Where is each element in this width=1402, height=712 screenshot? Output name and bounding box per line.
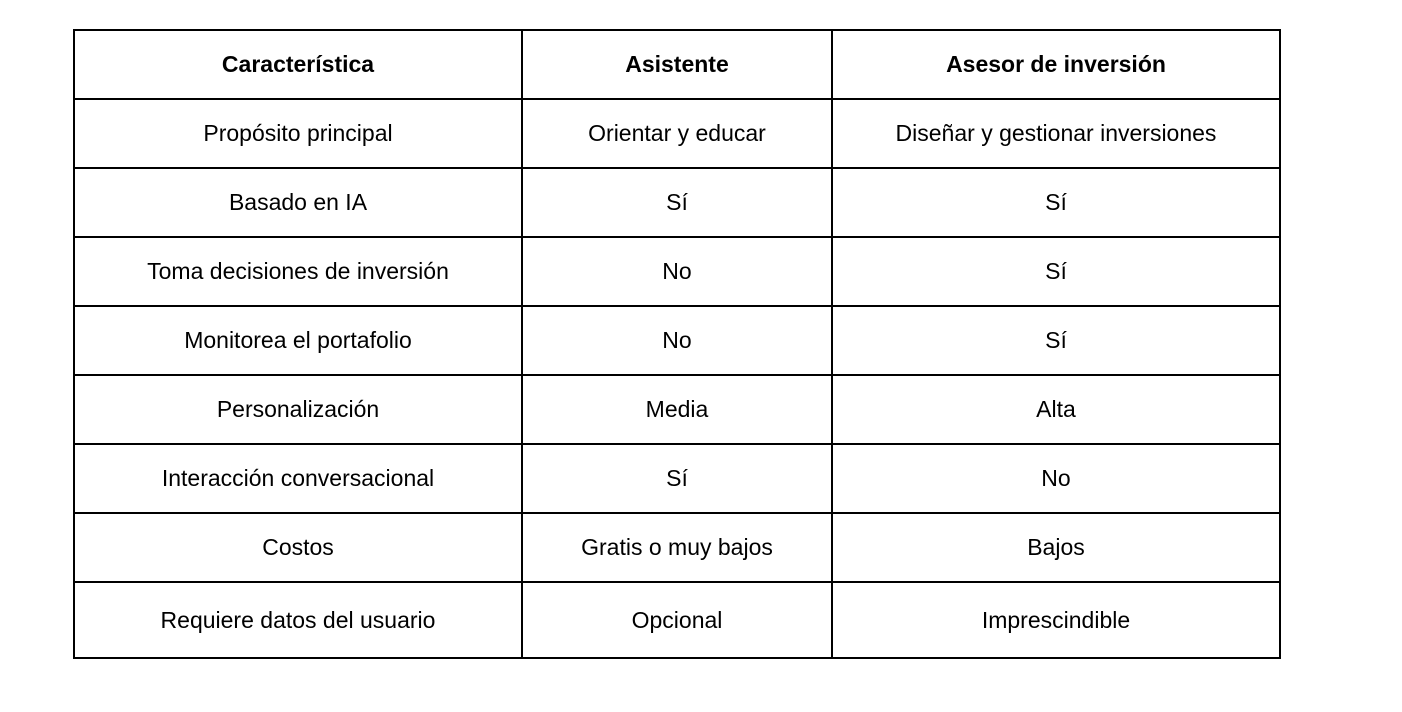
table-cell: Sí (832, 168, 1280, 237)
table-row (74, 168, 1280, 237)
table-cell: No (522, 306, 832, 375)
table-row (74, 375, 1280, 444)
table-cell: Media (522, 375, 832, 444)
table-cell: Sí (832, 306, 1280, 375)
table-cell: Opcional (522, 582, 832, 658)
table-cell: Diseñar y gestionar inversiones (832, 99, 1280, 168)
table-cell: Personalización (74, 375, 522, 444)
header-asistente: Asistente (522, 30, 832, 99)
table-cell: Sí (832, 237, 1280, 306)
table-cell: Sí (522, 168, 832, 237)
table-cell: Costos (74, 513, 522, 582)
table-cell: Requiere datos del usuario (74, 582, 522, 658)
table-cell: Alta (832, 375, 1280, 444)
table-row (74, 306, 1280, 375)
table-row (74, 237, 1280, 306)
table-cell: Interacción conversacional (74, 444, 522, 513)
table-cell: Basado en IA (74, 168, 522, 237)
table-cell: Bajos (832, 513, 1280, 582)
table-cell: Orientar y educar (522, 99, 832, 168)
table-cell: Imprescindible (832, 582, 1280, 658)
header-asesor: Asesor de inversión (832, 30, 1280, 99)
table-cell: Gratis o muy bajos (522, 513, 832, 582)
header-caracteristica: Característica (74, 30, 522, 99)
comparison-table (73, 29, 1281, 659)
table-cell: Sí (522, 444, 832, 513)
table-cell: No (832, 444, 1280, 513)
table-cell: No (522, 237, 832, 306)
table-cell: Toma decisiones de inversión (74, 237, 522, 306)
table-row (74, 99, 1280, 168)
table-cell: Monitorea el portafolio (74, 306, 522, 375)
table-row (74, 444, 1280, 513)
table-row (74, 582, 1280, 658)
table-cell: Propósito principal (74, 99, 522, 168)
table-row (74, 513, 1280, 582)
table-header-row (74, 30, 1280, 99)
